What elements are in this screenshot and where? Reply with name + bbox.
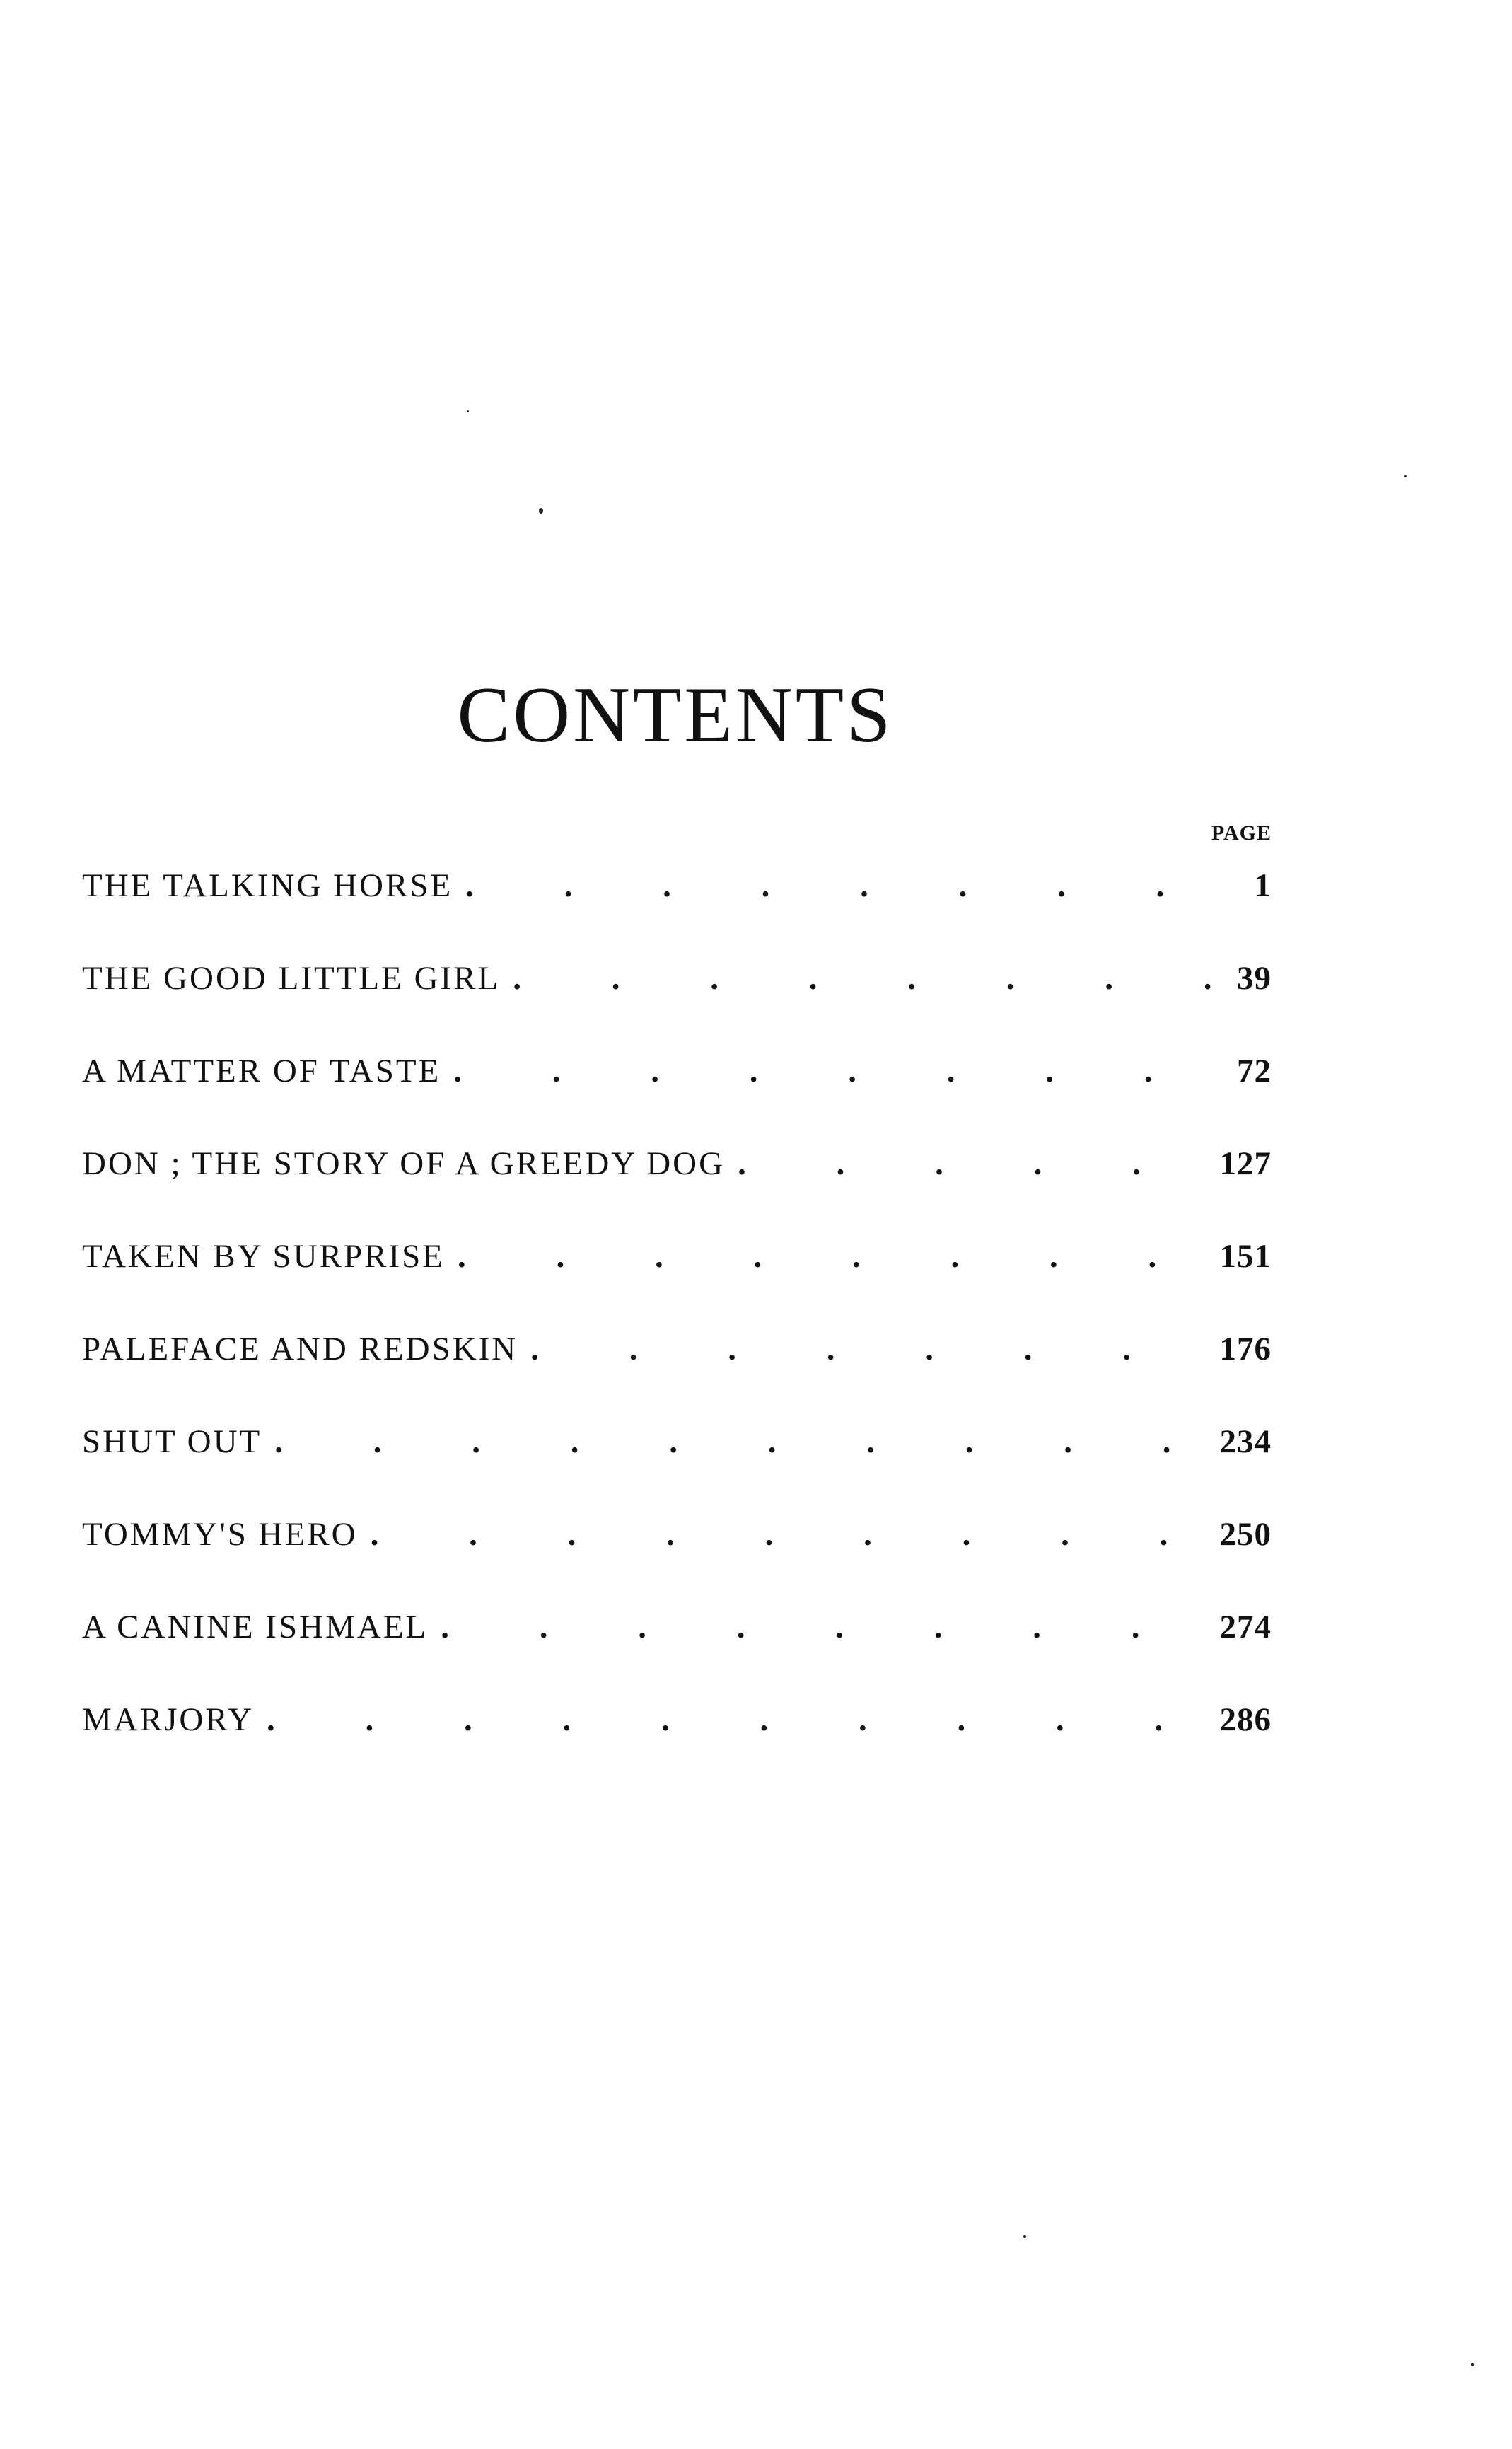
toc-entry-title: PALEFACE AND REDSKIN xyxy=(82,1331,518,1367)
ink-speck xyxy=(539,508,543,514)
table-of-contents xyxy=(82,867,1272,1793)
page-title: CONTENTS xyxy=(457,671,894,760)
toc-entry-title: THE TALKING HORSE xyxy=(82,867,453,904)
dot-leader xyxy=(458,1237,1207,1275)
toc-entry-title: A CANINE ISHMAEL xyxy=(82,1609,429,1645)
toc-entry-page: 274 xyxy=(1219,1609,1272,1645)
toc-entry-title: TAKEN BY SURPRISE xyxy=(82,1238,445,1275)
toc-entry-title: TOMMY'S HERO xyxy=(82,1516,358,1553)
toc-entry-title: MARJORY xyxy=(82,1701,255,1738)
toc-entry-page: 39 xyxy=(1237,960,1272,997)
dot-leader xyxy=(513,959,1216,997)
toc-entry-page: 250 xyxy=(1219,1516,1272,1553)
ink-speck xyxy=(467,410,469,412)
toc-entry-page: 151 xyxy=(1219,1238,1272,1275)
toc-entry-page: 72 xyxy=(1237,1053,1272,1089)
toc-entry xyxy=(82,1608,1272,1701)
toc-entry xyxy=(82,959,1272,1052)
dot-leader xyxy=(738,1145,1206,1183)
dot-leader xyxy=(465,867,1216,905)
toc-entry xyxy=(82,1423,1272,1515)
toc-entry-title: DON ; THE STORY OF A GREEDY DOG xyxy=(82,1145,726,1182)
toc-entry-page: 234 xyxy=(1219,1423,1272,1460)
dot-leader xyxy=(441,1608,1206,1646)
dot-leader xyxy=(530,1330,1206,1368)
ink-speck xyxy=(1404,475,1407,477)
dot-leader xyxy=(371,1515,1207,1553)
toc-entry xyxy=(82,1052,1272,1145)
toc-entry-title: THE GOOD LITTLE GIRL xyxy=(82,960,501,997)
page-column-label: PAGE xyxy=(1211,821,1272,845)
toc-entry-title: A MATTER OF TASTE xyxy=(82,1053,441,1089)
toc-entry-title: SHUT OUT xyxy=(82,1423,262,1460)
toc-entry xyxy=(82,1237,1272,1330)
toc-entry-page: 176 xyxy=(1219,1331,1272,1367)
toc-entry xyxy=(82,867,1272,959)
toc-entry-page: 1 xyxy=(1254,867,1272,904)
dot-leader xyxy=(274,1423,1206,1461)
toc-entry xyxy=(82,1330,1272,1423)
toc-entry xyxy=(82,1515,1272,1608)
toc-entry-page: 286 xyxy=(1219,1701,1272,1738)
ink-speck xyxy=(1471,2363,1474,2366)
toc-entry-page: 127 xyxy=(1219,1145,1272,1182)
toc-entry xyxy=(82,1145,1272,1237)
ink-speck xyxy=(1023,2235,1026,2238)
dot-leader xyxy=(453,1052,1216,1090)
toc-entry xyxy=(82,1701,1272,1793)
dot-leader xyxy=(267,1701,1206,1739)
